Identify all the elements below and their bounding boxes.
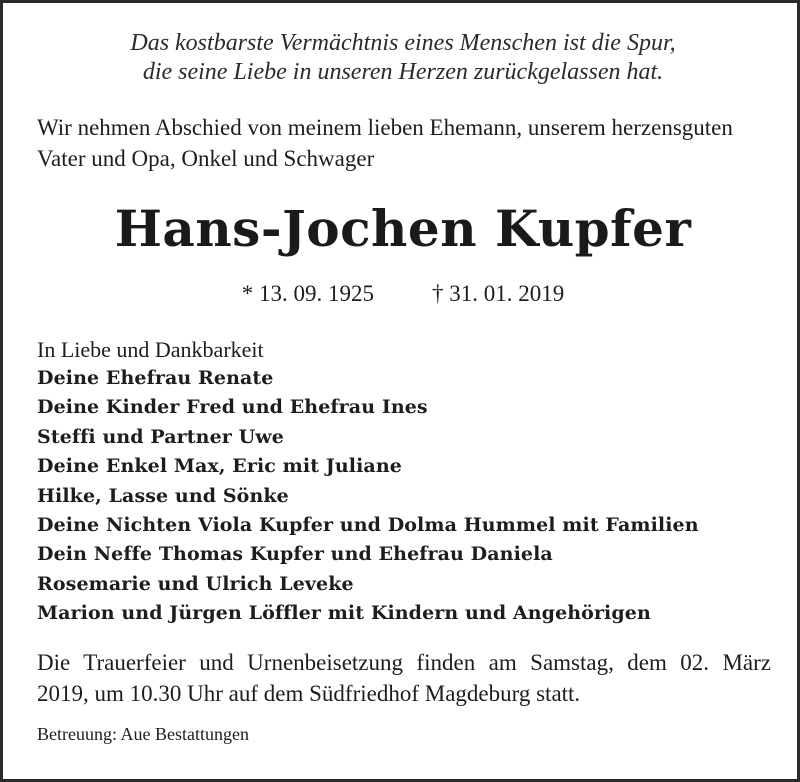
mourner-line: Deine Kinder Fred und Ehefrau Ines (37, 396, 428, 419)
mourner-line: Hilke, Lasse und Sönke (37, 484, 289, 507)
mourners-list (37, 335, 777, 629)
mourner-line: Rosemarie und Ulrich Leveke (37, 572, 354, 595)
funeral-home-credit: Betreuung: Aue Bestattungen (37, 724, 249, 744)
quote-line-1: Das kostbarste Vermächtnis eines Menschen ist die Spur, (130, 30, 676, 56)
service-line-1: Die Trauerfeier und Urnenbeisetzung finden am Samstag, dem 02. März (37, 650, 771, 675)
intro-line-1: Wir nehmen Abschied von meinem lieben Ehemann, unserem herzensguten (37, 115, 733, 140)
mourner-line: Marion und Jürgen Löffler mit Kindern und Angehörigen (37, 602, 651, 625)
quote-line-2: die seine Liebe in unseren Herzen zurückgelassen hat. (142, 59, 664, 85)
mourner-line: Dein Neffe Thomas Kupfer und Ehefrau Daniela (37, 543, 553, 566)
mourner-line: Steffi und Partner Uwe (37, 425, 284, 448)
life-dates (3, 279, 800, 309)
memorial-quote (3, 29, 800, 87)
mourners-lead: In Liebe und Dankbarkeit (37, 337, 264, 362)
intro-line-2: Vater und Opa, Onkel und Schwager (37, 146, 375, 171)
mourner-line: Deine Nichten Viola Kupfer und Dolma Hummel mit Familien (37, 514, 699, 537)
mourner-line: Deine Ehefrau Renate (37, 367, 274, 389)
birth-date: * 13. 09. 1925 (241, 281, 374, 306)
deceased-name: Hans-Jochen Kupfer (114, 199, 692, 258)
death-date: † 31. 01. 2019 (432, 281, 565, 306)
farewell-intro (37, 112, 777, 174)
mourner-line: Deine Enkel Max, Eric mit Juliane (37, 455, 402, 478)
funeral-service-info (37, 647, 771, 709)
service-line-2: 2019, um 10.30 Uhr auf dem Südfriedhof Magdeburg statt. (37, 681, 581, 706)
